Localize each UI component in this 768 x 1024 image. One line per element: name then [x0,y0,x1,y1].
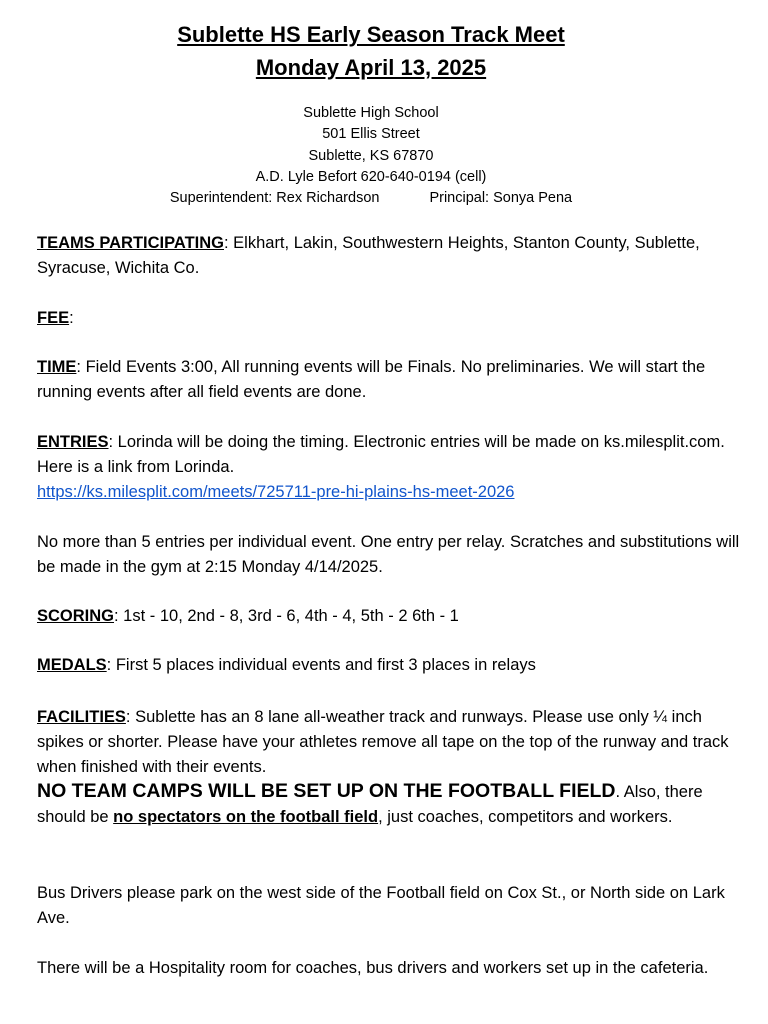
time-text: : Field Events 3:00, All running events will be Finals. No preliminaries. We will start the running events after all field events are done. [37,358,706,401]
entries-label: ENTRIES [37,433,109,451]
school-contact-block [0,103,742,209]
teams-section [37,231,752,281]
school-name: Sublette High School [303,105,439,121]
medals-section [37,653,752,678]
time-label: TIME [37,358,77,376]
bus-text: Bus Drivers please park on the west side of the Football field on Cox St., or North side on Lark Ave. [37,884,725,927]
entry-limits-text: No more than 5 entries per individual event. One entry per relay. Scratches and substitutions will be made in the gym at 2:15 Monday 4/14/2025. [37,533,740,576]
no-team-camps-notice: NO TEAM CAMPS WILL BE SET UP ON THE FOOTBALL FIELD [37,780,616,803]
entries-section [37,430,752,504]
fee-label: FEE [37,309,70,327]
scoring-section [37,604,752,629]
facilities-also: . Also, there should be [37,783,703,827]
hospitality-text: There will be a Hospitality room for coaches, bus drivers and workers set up in the cafeteria. [37,959,709,977]
bus-section [37,881,752,931]
administrators-line [0,188,742,209]
hospitality-section [37,956,752,981]
principal: Principal: Sonya Pena [429,190,573,207]
entries-link[interactable]: https://ks.milesplit.com/meets/725711-pre-hi-plains-hs-meet-2026 [37,482,515,501]
entries-text: : Lorinda will be doing the timing. Electronic entries will be made on ks.milesplit.com. Here is a link from Lorinda. [37,433,725,476]
teams-label: TEAMS PARTICIPATING [37,234,224,252]
fee-section [37,306,752,331]
school-street: 501 Ellis Street [322,126,420,143]
athletic-director: A.D. Lyle Befort 620-640-0194 (cell) [255,168,487,185]
scoring-label: SCORING [37,607,115,625]
time-section [37,355,752,405]
medals-label: MEDALS [37,656,107,674]
entry-limits-section [37,530,752,580]
facilities-label: FACILITIES [37,708,126,726]
superintendent: Superintendent: Rex Richardson [169,190,380,207]
meet-date: Monday April 13, 2025 [255,55,487,80]
scoring-text: : 1st - 10, 2nd - 8, 3rd - 6, 4th - 4, 5th - 2 6th - 1 [114,607,459,625]
school-city: Sublette, KS 67870 [308,147,434,164]
facilities-text: : Sublette has an 8 lane all-weather track and runways. Please use only ¼ inch spikes or shorter. Please have your athletes remove all tape on the top of the runway and track when finished with their events. [37,708,729,776]
medals-text: : First 5 places individual events and first 3 places in relays [106,656,536,674]
teams-text: : Elkhart, Lakin, Southwestern Heights, Stanton County, Sublette, Syracuse, Wichita Co. [37,234,700,277]
no-spectators-notice: no spectators on the football field [113,808,379,827]
facilities-rest: , just coaches, competitors and workers. [378,808,673,827]
meet-title: Sublette HS Early Season Track Meet [177,22,565,47]
facilities-section [37,705,752,830]
fee-text: : [69,309,74,327]
